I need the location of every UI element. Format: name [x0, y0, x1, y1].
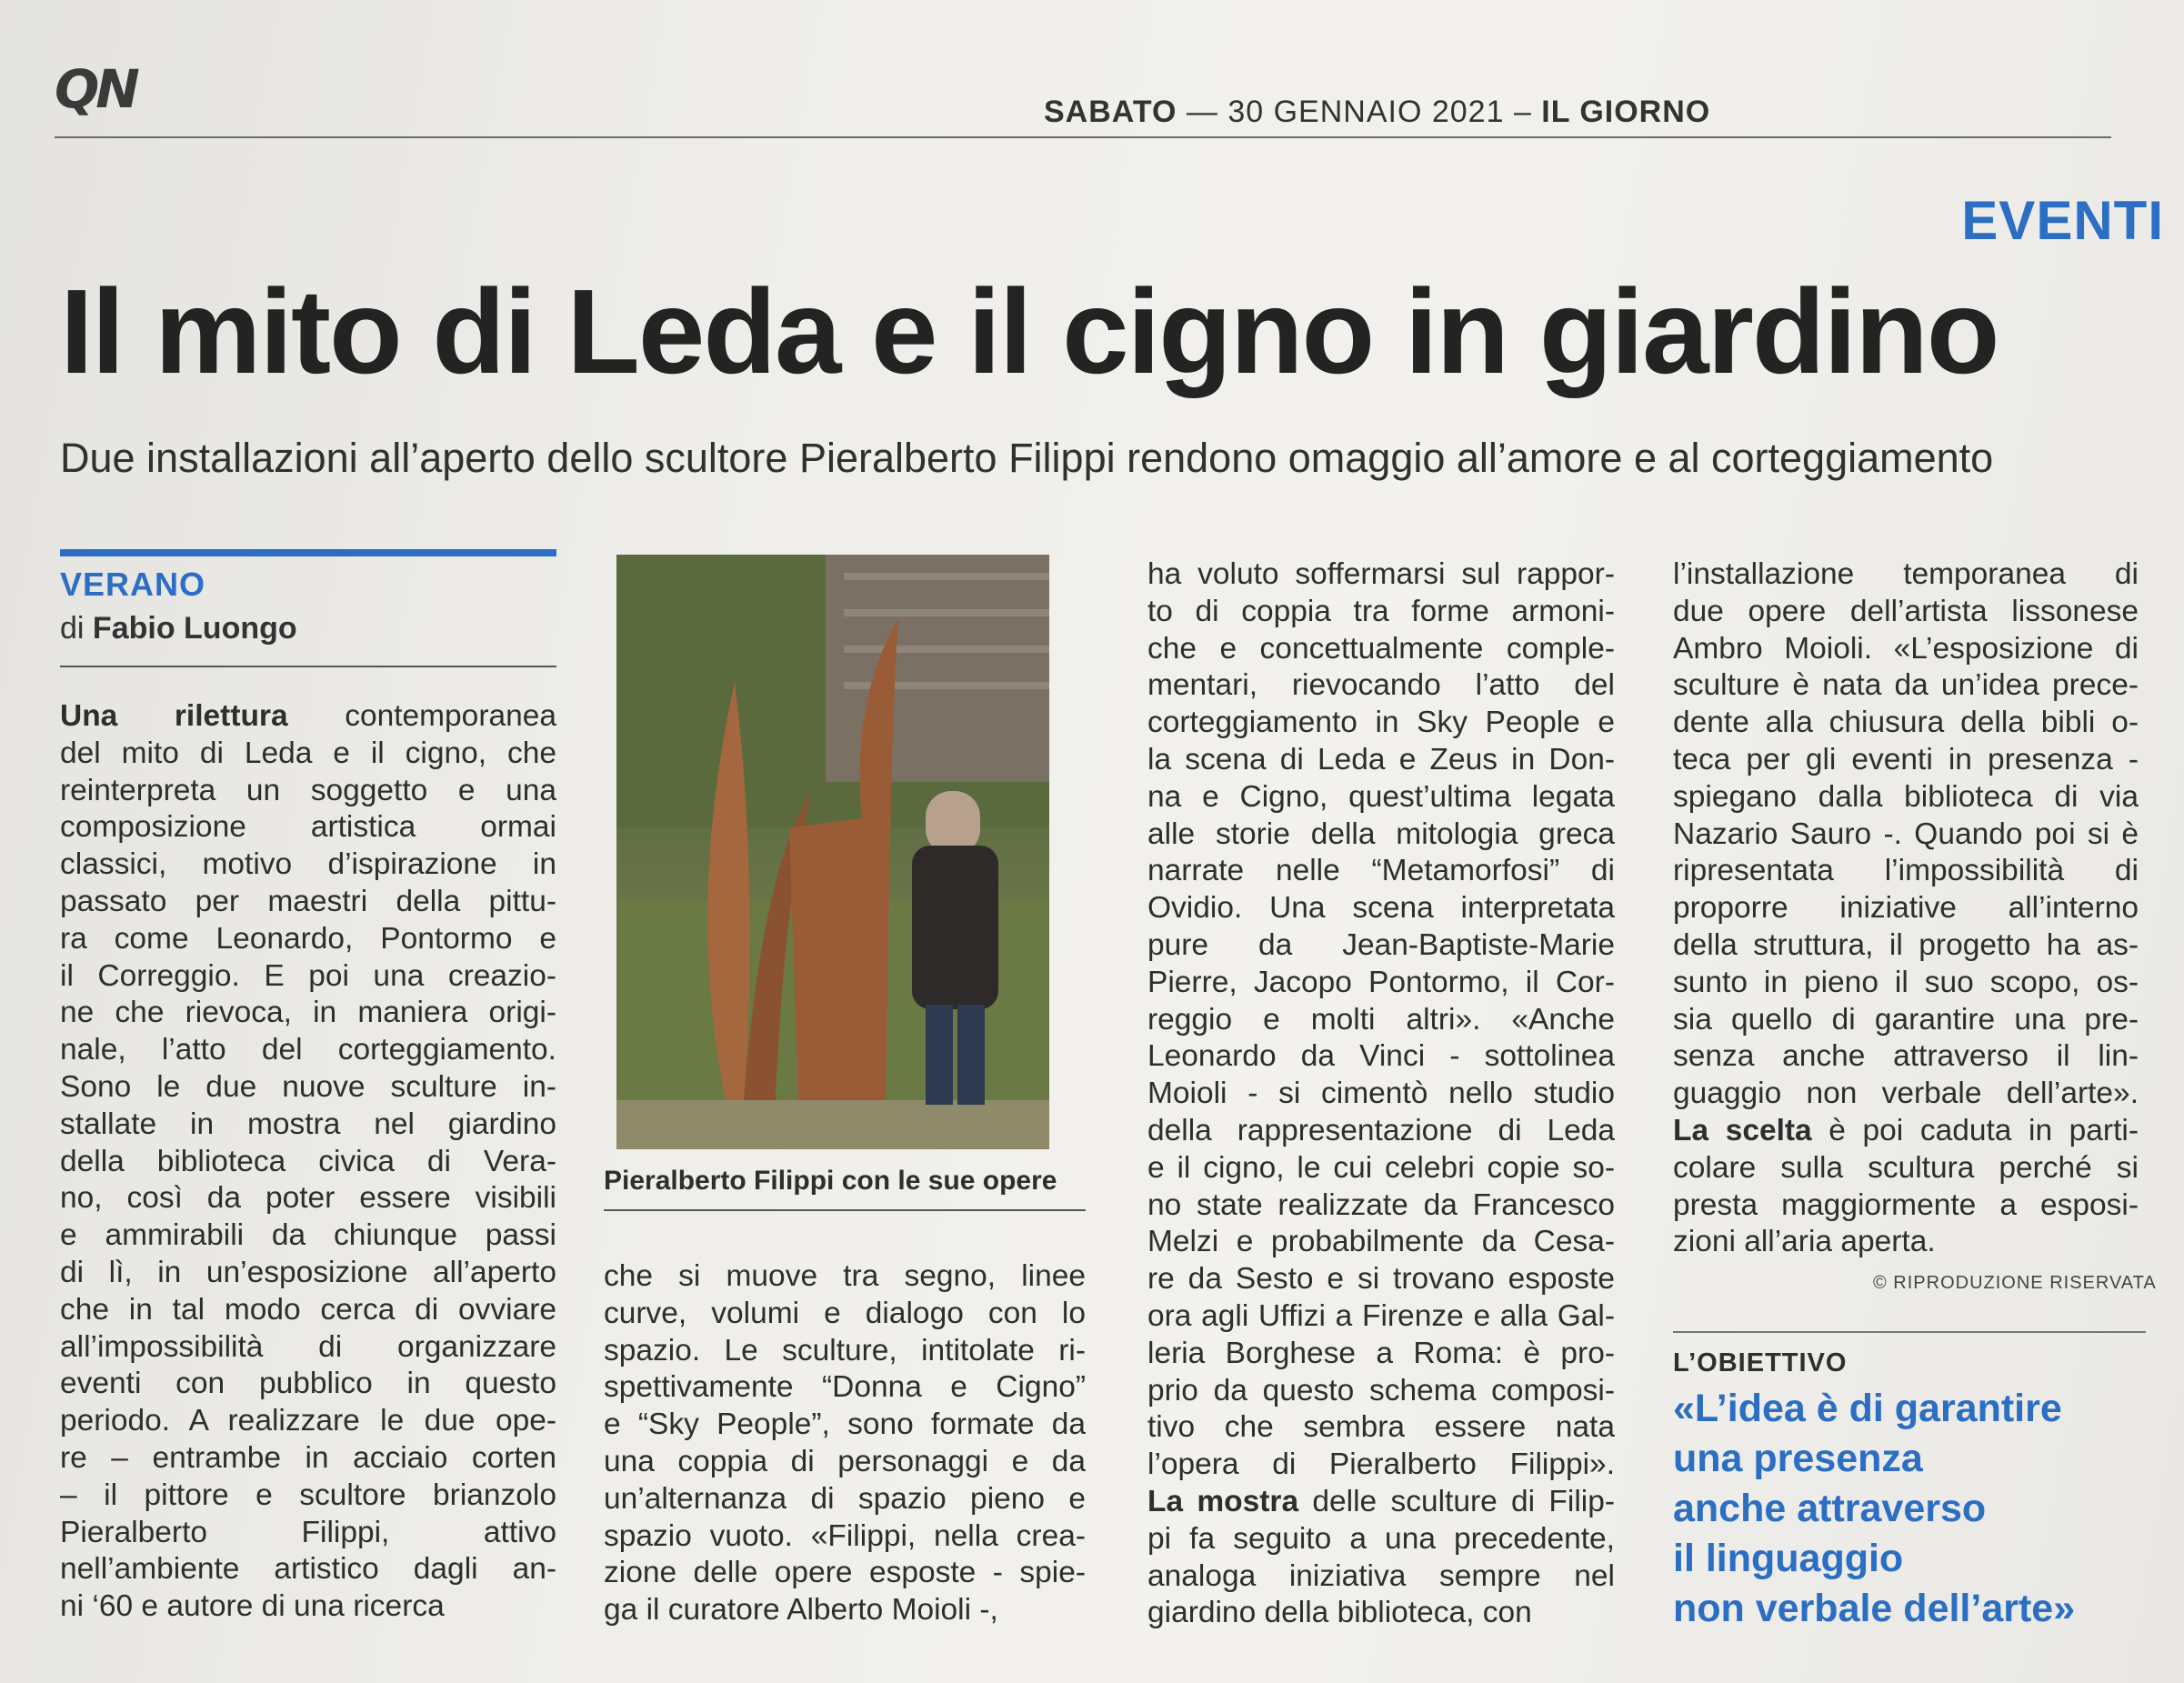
pullquote-line: non verbale dell’arte» — [1673, 1587, 2076, 1630]
article-line: due opere dell’artista lissonese — [1673, 594, 2139, 628]
article-line: e il cigno, le cui celebri copie so- — [1147, 1150, 1615, 1185]
article-line: della struttura, il progetto ha as- — [1673, 927, 2139, 962]
article-line: teca per gli eventi in presenza - — [1673, 742, 2139, 776]
article-line: Pieralberto Filippi, attivo — [60, 1515, 556, 1549]
pullquote — [1673, 1384, 2146, 1634]
article-line: presta maggiormente a esposi- — [1673, 1187, 2139, 1222]
pullquote-line: anche attraverso — [1673, 1487, 1987, 1530]
article-line: eventi con pubblico in questo — [60, 1367, 556, 1401]
article-line: stallate in mostra nel giardino — [60, 1107, 556, 1141]
article-line: che si muove tra segno, linee — [604, 1259, 1086, 1293]
photo-caption: Pieralberto Filippi con le sue opere — [604, 1166, 1057, 1196]
article-line: no, così da poter essere visibili — [60, 1181, 556, 1216]
article-line: Moioli - si cimentò nello studio — [1147, 1077, 1615, 1111]
article-line: composizione artistica ormai — [60, 810, 556, 845]
article-line: che in tal modo cerca di ovviare — [60, 1292, 556, 1327]
article-line: sculture è nata da un’idea prece- — [1673, 668, 2139, 703]
article-line: l’opera di Pieralberto Filippi». — [1147, 1448, 1615, 1482]
dateline: SABATO — 30 GENNAIO 2021 – IL GIORNO — [1044, 95, 1711, 129]
pullquote-rule — [1673, 1331, 2146, 1333]
article-line: la scena di Leda e Zeus in Don- — [1147, 742, 1615, 776]
article-line: spazio. Le sculture, intitolate ri- — [604, 1333, 1086, 1367]
article-line: reinterpreta un soggetto e una — [60, 773, 556, 807]
article-line: re da Sesto e si trovano esposte — [1147, 1262, 1615, 1297]
article-line: na e Cigno, quest’ultima legata — [1147, 779, 1615, 814]
article-line: ra come Leonardo, Pontormo e — [60, 921, 556, 956]
pullquote-line: una presenza — [1673, 1437, 1923, 1480]
article-line: Nazario Sauro -. Quando poi si è — [1673, 816, 2139, 851]
article-line: ripresentata l’impossibilità di — [1673, 854, 2139, 888]
pullquote-line: «L’idea è di garantire — [1673, 1387, 2062, 1430]
article-line: – il pittore e scultore brianzolo — [60, 1478, 556, 1512]
section-label: EVENTI — [1961, 190, 2164, 251]
article-line: Ovidio. Una scena interpretata — [1147, 891, 1615, 926]
article-column-2 — [604, 1258, 1086, 1629]
subhead: Due installazioni all’aperto dello scultore Pieralberto Filippi rendono omaggio all’amore e al corteggiamento — [60, 435, 1994, 481]
article-line: ne che rievoca, in maniera origi- — [60, 996, 556, 1030]
article-line: della rappresentazione di Leda — [1147, 1113, 1615, 1147]
kicker: VERANO — [60, 566, 206, 603]
byline-rule — [60, 666, 556, 667]
article-line: e “Sky People”, sono formate da — [604, 1408, 1086, 1442]
article-line: re – entrambe in acciaio corten — [60, 1440, 556, 1475]
article-column-3 — [1147, 556, 1615, 1632]
article-line: colare sulla scultura perché si — [1673, 1150, 2139, 1185]
article-line: dente alla chiusura della bibli o- — [1673, 706, 2139, 740]
dateline-day: SABATO — [1044, 95, 1177, 129]
article-line: all’impossibilità di organizzare — [60, 1329, 556, 1364]
article-line: classici, motivo d’ispirazione in — [60, 847, 556, 882]
article-line: Melzi e probabilmente da Cesa- — [1147, 1225, 1615, 1259]
pullquote-line: il linguaggio — [1673, 1537, 1904, 1580]
article-line: di lì, in un’esposizione all’aperto — [60, 1255, 556, 1289]
article-line: giardino della biblioteca, con — [1147, 1596, 1532, 1630]
article-line: spettivamente “Donna e Cigno” — [604, 1370, 1086, 1405]
article-line: e ammirabili da chiunque passi — [60, 1218, 556, 1253]
headline: Il mito di Leda e il cigno in giardino — [60, 265, 1999, 398]
article-line: narrate nelle “Metamorfosi” di — [1147, 854, 1615, 888]
article-line: no state realizzate da Francesco — [1147, 1187, 1615, 1222]
article-line: guaggio non verbale dell’arte». — [1673, 1077, 2139, 1111]
article-line: Pierre, Jacopo Pontormo, il Cor- — [1147, 965, 1615, 999]
article-line: Leonardo da Vinci - sottolinea — [1147, 1039, 1615, 1074]
article-line: senza anche attraverso il lin- — [1673, 1039, 2139, 1074]
article-line: Sono le due nuove sculture in- — [60, 1069, 556, 1104]
article-line: un’alternanza di spazio pieno e — [604, 1481, 1086, 1516]
kicker-bar — [60, 549, 556, 556]
article-line: La scelta è poi caduta in parti- — [1673, 1113, 2139, 1147]
byline: di Fabio Luongo — [60, 611, 297, 646]
article-line: ni ‘60 e autore di una ricerca — [60, 1589, 445, 1624]
article-line: una coppia di personaggi e da — [604, 1444, 1086, 1478]
article-line: to di coppia tra forme armoni- — [1147, 594, 1615, 628]
article-line: Ambro Moioli. «L’esposizione di — [1673, 631, 2139, 666]
article-line: Una rilettura contemporanea — [60, 699, 556, 733]
article-line: analoga iniziativa sempre nel — [1147, 1558, 1615, 1593]
article-line: pi fa seguito a una precedente, — [1147, 1521, 1615, 1556]
article-line: ha voluto soffermarsi sul rappor- — [1147, 557, 1615, 591]
sculpture-photo-illustration — [616, 555, 1049, 1149]
article-photo — [616, 555, 1049, 1149]
article-line: tivo che sembra essere nata — [1147, 1410, 1615, 1445]
article-column-1 — [60, 698, 556, 1626]
article-line: zione delle opere esposte - spie- — [604, 1556, 1086, 1590]
article-line: spazio vuoto. «Filippi, nella crea- — [604, 1518, 1086, 1553]
article-line: ga il curatore Alberto Moioli -, — [604, 1593, 998, 1628]
article-line: periodo. A realizzare le due ope- — [60, 1404, 556, 1438]
article-line: spiegano dalla biblioteca di via — [1673, 779, 2139, 814]
article-line: reggio e molti altri». «Anche — [1147, 1002, 1615, 1037]
article-line: La mostra delle sculture di Filip- — [1147, 1484, 1615, 1518]
article-line: che e concettualmente comple- — [1147, 631, 1615, 666]
qn-logo: QN — [55, 58, 136, 120]
top-rule — [55, 136, 2111, 138]
article-line: sia quello di garantire una pre- — [1673, 1002, 2139, 1037]
article-line: alle storie della mitologia greca — [1147, 816, 1615, 851]
article-line: ora agli Uffizi a Firenze e alla Gal- — [1147, 1298, 1615, 1333]
article-line: l’installazione temporanea di — [1673, 557, 2139, 591]
article-line: nell’ambiente artistico dagli an- — [60, 1552, 556, 1587]
article-line: zioni all’aria aperta. — [1673, 1225, 1936, 1259]
article-line: mentari, rievocando l’atto del — [1147, 668, 1615, 703]
dateline-paper: IL GIORNO — [1541, 95, 1711, 129]
article-line: leria Borghese a Roma: è pro- — [1147, 1336, 1615, 1370]
author-name: Fabio Luongo — [92, 611, 297, 646]
article-line: del mito di Leda e il cigno, che — [60, 736, 556, 770]
article-line: il Correggio. E poi una creazio- — [60, 958, 556, 993]
article-line: curve, volumi e dialogo con lo — [604, 1296, 1086, 1330]
article-line: proporre iniziative all’interno — [1673, 891, 2139, 926]
article-line: nale, l’atto del corteggiamento. — [60, 1033, 556, 1067]
article-line: prio da questo schema composi- — [1147, 1373, 1615, 1408]
pullquote-label: L’OBIETTIVO — [1673, 1348, 1848, 1377]
dateline-date: 30 GENNAIO 2021 — [1227, 95, 1505, 129]
article-line: passato per maestri della pittu- — [60, 884, 556, 918]
caption-rule — [604, 1209, 1086, 1211]
article-line: sunto in pieno il suo scopo, os- — [1673, 965, 2139, 999]
article-line: corteggiamento in Sky People e — [1147, 706, 1615, 740]
article-line: della biblioteca civica di Vera- — [60, 1144, 556, 1178]
article-column-4 — [1673, 556, 2139, 1261]
copyright-notice: © RIPRODUZIONE RISERVATA — [1873, 1273, 2157, 1293]
article-line: pure da Jean-Baptiste-Marie — [1147, 927, 1615, 962]
